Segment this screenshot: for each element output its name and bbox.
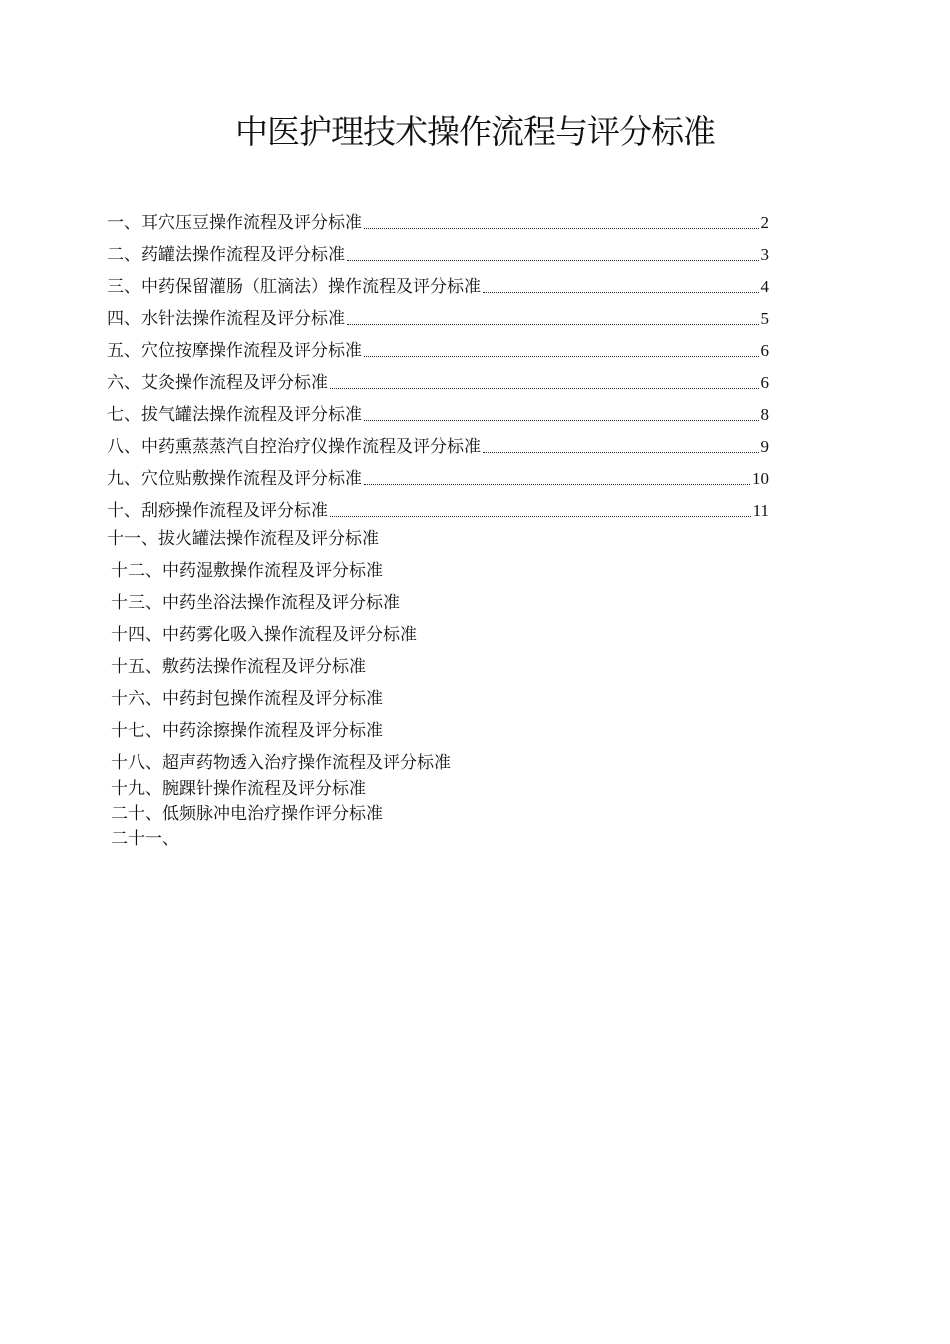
toc-page-number: 3 <box>760 245 769 264</box>
toc-entry-label: 一、耳穴压豆操作流程及评分标准 <box>107 213 362 233</box>
toc-leader-dots <box>483 452 759 453</box>
toc-entry[interactable] <box>107 336 769 362</box>
toc-entry-label: 十、刮痧操作流程及评分标准 <box>107 501 328 521</box>
toc-leader-dots <box>364 420 759 421</box>
toc-page-number: 2 <box>760 213 769 232</box>
toc-entry[interactable] <box>107 464 769 490</box>
toc-leader-dots <box>330 388 759 389</box>
toc-entry-unnumbered[interactable]: 十四、中药雾化吸入操作流程及评分标准 <box>111 625 417 645</box>
toc-entry-unnumbered[interactable]: 二十、低频脉冲电治疗操作评分标准 <box>111 804 383 824</box>
toc-entry-label: 三、中药保留灌肠（肛滴法）操作流程及评分标准 <box>107 277 481 297</box>
toc-entry-label: 九、穴位贴敷操作流程及评分标准 <box>107 469 362 489</box>
toc-entry[interactable] <box>107 432 769 458</box>
toc-entry[interactable] <box>107 496 769 522</box>
toc-leader-dots <box>364 356 759 357</box>
toc-entry-label: 六、艾灸操作流程及评分标准 <box>107 373 328 393</box>
toc-entry[interactable] <box>107 208 769 234</box>
toc-leader-dots <box>364 484 750 485</box>
toc-page-number: 6 <box>760 341 769 360</box>
toc-page-number: 11 <box>752 501 769 520</box>
toc-entry-label: 八、中药熏蒸蒸汽自控治疗仪操作流程及评分标准 <box>107 437 481 457</box>
toc-page-number: 8 <box>760 405 769 424</box>
toc-page-number: 4 <box>760 277 769 296</box>
toc-entry[interactable] <box>107 304 769 330</box>
toc-entry[interactable] <box>107 368 769 394</box>
toc-page-number: 9 <box>760 437 769 456</box>
toc-page-number: 10 <box>752 469 769 488</box>
toc-entry-label: 四、水针法操作流程及评分标准 <box>107 309 345 329</box>
toc-entry-unnumbered[interactable]: 十七、中药涂擦操作流程及评分标准 <box>111 721 383 741</box>
toc-entry-unnumbered[interactable]: 十六、中药封包操作流程及评分标准 <box>111 689 383 709</box>
toc-leader-dots <box>347 324 759 325</box>
toc-entry[interactable] <box>107 400 769 426</box>
toc-entry-unnumbered[interactable]: 十八、超声药物透入治疗操作流程及评分标准 <box>111 753 451 773</box>
toc-entry-label: 五、穴位按摩操作流程及评分标准 <box>107 341 362 361</box>
page-title: 中医护理技术操作流程与评分标准 <box>235 112 715 151</box>
toc-entry-unnumbered[interactable]: 十二、中药湿敷操作流程及评分标准 <box>111 561 383 581</box>
toc-entry-unnumbered[interactable]: 十三、中药坐浴法操作流程及评分标准 <box>111 593 400 613</box>
toc-entry[interactable] <box>107 240 769 266</box>
toc-entry[interactable] <box>107 272 769 298</box>
toc-entry-unnumbered[interactable]: 二十一、 <box>111 829 179 849</box>
toc-entry-unnumbered[interactable]: 十五、敷药法操作流程及评分标准 <box>111 657 366 677</box>
toc-leader-dots <box>364 228 759 229</box>
toc-entry-unnumbered[interactable]: 十一、拔火罐法操作流程及评分标准 <box>107 529 379 549</box>
toc-page-number: 6 <box>760 373 769 392</box>
toc-leader-dots <box>347 260 759 261</box>
toc-entry-label: 二、药罐法操作流程及评分标准 <box>107 245 345 265</box>
toc-leader-dots <box>330 516 751 517</box>
toc-page-number: 5 <box>760 309 769 328</box>
toc-entry-unnumbered[interactable]: 十九、腕踝针操作流程及评分标准 <box>111 779 366 799</box>
toc-entry-label: 七、拔气罐法操作流程及评分标准 <box>107 405 362 425</box>
toc-leader-dots <box>483 292 759 293</box>
